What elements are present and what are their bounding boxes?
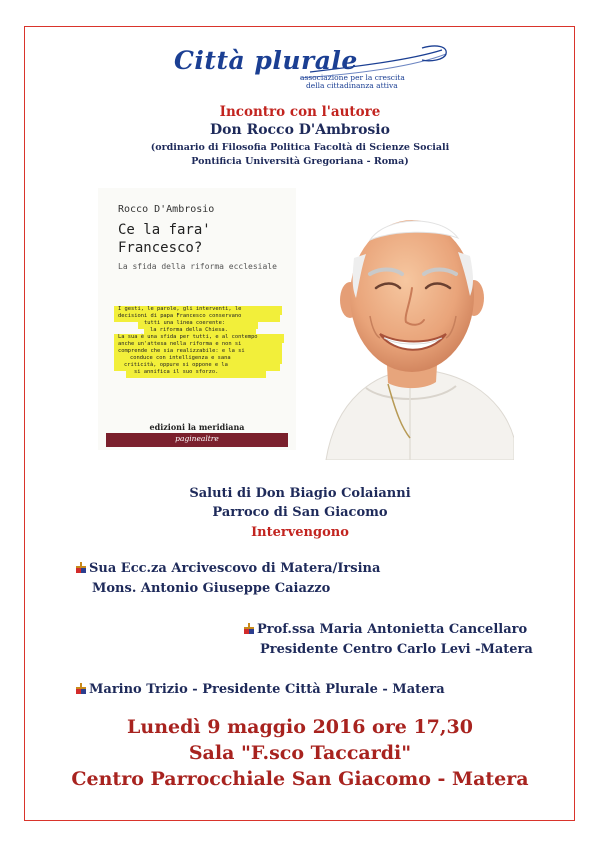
book-title-line1: Ce la fara': [118, 222, 211, 238]
cross-bullet-icon: [76, 683, 86, 694]
citta-plurale-logo: [160, 42, 450, 90]
event-venue: Sala "F.sco Taccardi": [188, 742, 412, 764]
quote-line: criticità, oppure si oppone e la: [124, 362, 228, 368]
publisher-series: paginealtre: [175, 434, 219, 443]
book-subtitle: La sfida della riforma ecclesiale: [118, 262, 277, 271]
book-title-line2: Francesco?: [118, 240, 203, 256]
author-name: Don Rocco D'Ambrosio: [210, 122, 390, 138]
quote-line: conduce con intelligenza e sana: [130, 355, 231, 361]
speaker-line: Marino Trizio - Presidente Città Plurale - Matera: [89, 682, 445, 697]
logo-subtitle-line2: della cittadinanza attiva: [306, 81, 398, 90]
speaker-professor: [244, 622, 527, 637]
quote-line: tutti una linea coerente:: [144, 320, 226, 326]
quote-line: I gesti, le parole, gli interventi, le: [118, 306, 242, 312]
speaker-archbishop-name: Mons. Antonio Giuseppe Caiazzo: [92, 581, 331, 596]
speaker-line: Sua Ecc.za Arcivescovo di Matera/Irsina: [89, 561, 381, 576]
speaker-line: Prof.ssa Maria Antonietta Cancellaro: [257, 622, 528, 637]
book-author: Rocco D'Ambrosio: [118, 204, 215, 215]
speaker-archbishop: [76, 561, 380, 576]
logo-subtitle-line1: associazione per la crescita: [300, 73, 405, 82]
book-cover: [98, 188, 296, 450]
author-role-line2: Pontificia Università Gregoriana - Roma): [191, 156, 409, 167]
quote-line: decisioni di papa Francesco conservano: [118, 313, 242, 319]
greeting-line1: Saluti di Don Biagio Colaianni: [189, 486, 411, 501]
speakers-heading: Intervengono: [251, 525, 349, 540]
event-date: Lunedì 9 maggio 2016 ore 17,30: [127, 716, 473, 738]
speaker-president: [76, 682, 445, 697]
quote-line: comprende che sia realizzabile: e la si: [118, 348, 245, 354]
pope-portrait-icon: [306, 188, 514, 460]
author-role-line1: (ordinario di Filosofia Politica Facoltà di Scienze Sociali: [150, 142, 450, 153]
greeting-line2: Parroco di San Giacomo: [212, 505, 388, 520]
cross-bullet-icon: [76, 562, 86, 573]
pope-portrait-photo: [306, 188, 514, 460]
event-place: Centro Parrocchiale San Giacomo - Matera: [71, 768, 529, 790]
cross-bullet-icon: [244, 623, 254, 634]
quote-line: La sua è una sfida per tutti, e al contempo: [118, 334, 258, 340]
quote-line: la riforma della Chiesa.: [150, 327, 228, 333]
speaker-professor-role: Presidente Centro Carlo Levi -Matera: [260, 642, 533, 657]
publisher-name: edizioni la meridiana: [149, 422, 245, 432]
book-quote: [114, 306, 284, 382]
quote-line: si annifica il suo sforzo.: [134, 369, 219, 375]
quote-line: anche un'attesa nella riforma e non si: [118, 341, 242, 347]
intro-heading: Incontro con l'autore: [219, 104, 381, 120]
logo-title: Città plurale: [174, 46, 358, 75]
